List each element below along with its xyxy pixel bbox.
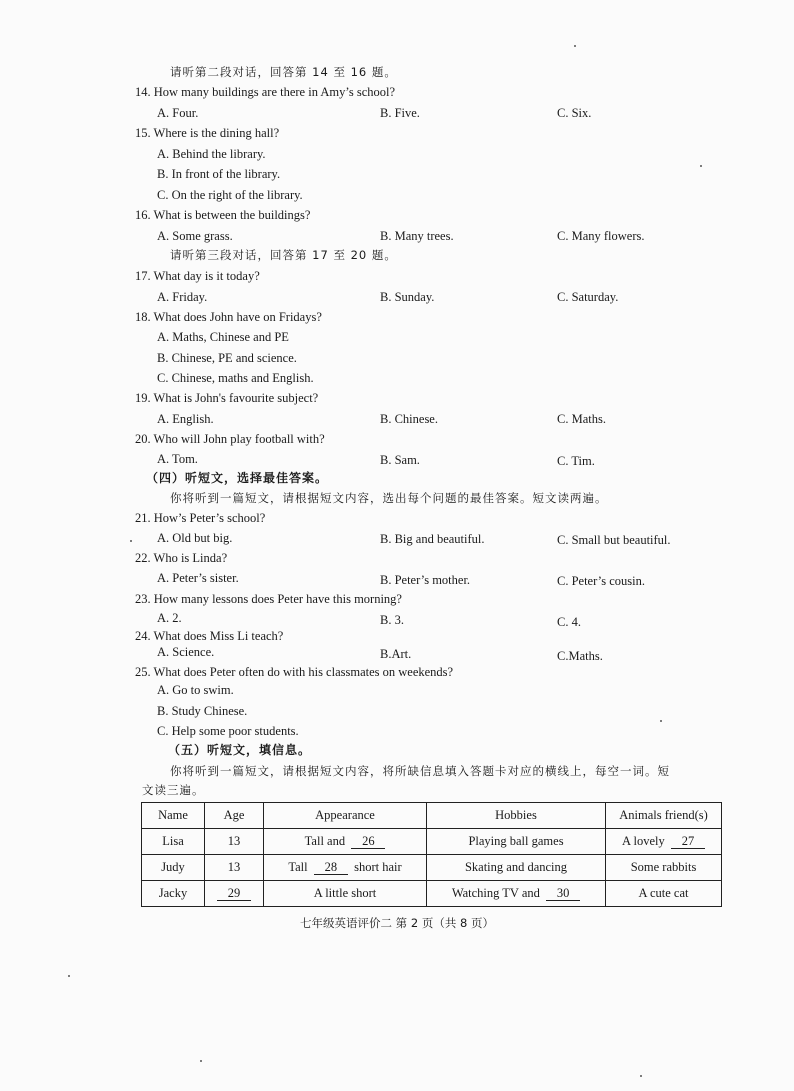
- question-14: 14. How many buildings are there in Amy’s school?: [135, 85, 396, 99]
- page-footer: 七年级英语评价二 第 2 页（共 8 页）: [300, 916, 494, 930]
- option-14a: A. Four.: [157, 106, 199, 120]
- cell-hobbies: Playing ball games: [427, 829, 606, 855]
- question-16: 16. What is between the buildings?: [135, 208, 311, 222]
- header-appearance: Appearance: [264, 803, 427, 829]
- option-25a: A. Go to swim.: [157, 683, 234, 697]
- question-20: 20. Who will John play football with?: [135, 432, 325, 446]
- scan-speck: [68, 975, 70, 977]
- option-23c: C. 4.: [557, 615, 581, 629]
- part5-heading: （五）听短文，填信息。: [168, 743, 312, 757]
- cell-appearance: [264, 829, 427, 855]
- cell-name: Judy: [142, 855, 205, 881]
- answer-blank-30[interactable]: 30: [546, 887, 580, 901]
- option-16b: B. Many trees.: [380, 229, 454, 243]
- scan-speck: [660, 720, 662, 722]
- option-19c: C. Maths.: [557, 412, 606, 426]
- cell-name: Lisa: [142, 829, 205, 855]
- question-22: 22. Who is Linda?: [135, 551, 228, 565]
- option-20a: A. Tom.: [157, 452, 198, 466]
- option-20c: C. Tim.: [557, 454, 595, 468]
- option-19b: B. Chinese.: [380, 412, 438, 426]
- cell-text: Tall and: [304, 834, 346, 848]
- question-23: 23. How many lessons does Peter have this morning?: [135, 592, 402, 606]
- option-22a: A. Peter’s sister.: [157, 571, 239, 585]
- part5-instruction: 你将听到一篇短文，请根据短文内容，将所缺信息填入答题卡对应的横线上，每空一词。短: [170, 764, 670, 778]
- option-21c: C. Small but beautiful.: [557, 533, 671, 547]
- table-row: [142, 855, 722, 881]
- option-24b: B.Art.: [380, 647, 412, 661]
- cell-text: Tall: [288, 860, 308, 874]
- cell-animals: Some rabbits: [606, 855, 722, 881]
- cell-text: A lovely: [622, 834, 665, 848]
- option-18a: A. Maths, Chinese and PE: [157, 330, 289, 344]
- cell-appearance: A little short: [264, 881, 427, 907]
- option-14b: B. Five.: [380, 106, 420, 120]
- option-23b: B. 3.: [380, 613, 404, 627]
- option-14c: C. Six.: [557, 106, 592, 120]
- answer-blank-26[interactable]: 26: [351, 835, 385, 849]
- option-15c: C. On the right of the library.: [157, 188, 303, 202]
- scan-speck: [640, 1075, 642, 1077]
- option-21b: B. Big and beautiful.: [380, 532, 485, 546]
- option-23a: A. 2.: [157, 611, 182, 625]
- scan-speck: [700, 165, 702, 167]
- scan-speck: [200, 1060, 202, 1062]
- answer-blank-27[interactable]: 27: [671, 835, 705, 849]
- header-age: Age: [205, 803, 264, 829]
- answer-blank-28[interactable]: 28: [314, 861, 348, 875]
- option-18c: C. Chinese, maths and English.: [157, 371, 314, 385]
- cell-age: 13: [205, 829, 264, 855]
- option-17b: B. Sunday.: [380, 290, 435, 304]
- cell-age: 13: [205, 855, 264, 881]
- question-15: 15. Where is the dining hall?: [135, 126, 280, 140]
- option-16c: C. Many flowers.: [557, 229, 645, 243]
- section-instruction: 请听第三段对话，回答第 17 至 20 题。: [170, 248, 397, 262]
- cell-hobbies: [427, 881, 606, 907]
- cell-animals: A cute cat: [606, 881, 722, 907]
- question-21: 21. How’s Peter’s school?: [135, 511, 266, 525]
- option-15b: B. In front of the library.: [157, 167, 281, 181]
- question-25: 25. What does Peter often do with his classmates on weekends?: [135, 665, 454, 679]
- cell-hobbies: Skating and dancing: [427, 855, 606, 881]
- cell-age: [205, 881, 264, 907]
- header-hobbies: Hobbies: [427, 803, 606, 829]
- table-row: [142, 881, 722, 907]
- option-20b: B. Sam.: [380, 453, 420, 467]
- info-table: [141, 802, 722, 907]
- answer-blank-29[interactable]: 29: [217, 887, 251, 901]
- question-19: 19. What is John's favourite subject?: [135, 391, 319, 405]
- question-17: 17. What day is it today?: [135, 269, 260, 283]
- part5-instruction-cont: 文读三遍。: [142, 783, 205, 797]
- cell-name: Jacky: [142, 881, 205, 907]
- option-17c: C. Saturday.: [557, 290, 619, 304]
- scan-speck: [130, 540, 132, 542]
- option-25b: B. Study Chinese.: [157, 704, 248, 718]
- question-24: 24. What does Miss Li teach?: [135, 629, 284, 643]
- option-24a: A. Science.: [157, 645, 215, 659]
- part4-heading: （四）听短文，选择最佳答案。: [146, 471, 329, 485]
- cell-text: short hair: [354, 860, 402, 874]
- cell-appearance: [264, 855, 427, 881]
- header-animals: Animals friend(s): [606, 803, 722, 829]
- header-name: Name: [142, 803, 205, 829]
- option-25c: C. Help some poor students.: [157, 724, 299, 738]
- option-18b: B. Chinese, PE and science.: [157, 351, 297, 365]
- option-19a: A. English.: [157, 412, 214, 426]
- question-18: 18. What does John have on Fridays?: [135, 310, 322, 324]
- scan-speck: [574, 45, 576, 47]
- option-24c: C.Maths.: [557, 649, 603, 663]
- cell-animals: [606, 829, 722, 855]
- table-row: [142, 829, 722, 855]
- option-16a: A. Some grass.: [157, 229, 233, 243]
- part4-instruction: 你将听到一篇短文，请根据短文内容，选出每个问题的最佳答案。短文读两遍。: [170, 491, 608, 505]
- option-22c: C. Peter’s cousin.: [557, 574, 645, 588]
- option-17a: A. Friday.: [157, 290, 208, 304]
- cell-text: Watching TV and: [451, 886, 540, 900]
- option-21a: A. Old but big.: [157, 531, 233, 545]
- option-22b: B. Peter’s mother.: [380, 573, 471, 587]
- section-instruction: 请听第二段对话，回答第 14 至 16 题。: [170, 65, 397, 79]
- table-header-row: [142, 803, 722, 829]
- option-15a: A. Behind the library.: [157, 147, 266, 161]
